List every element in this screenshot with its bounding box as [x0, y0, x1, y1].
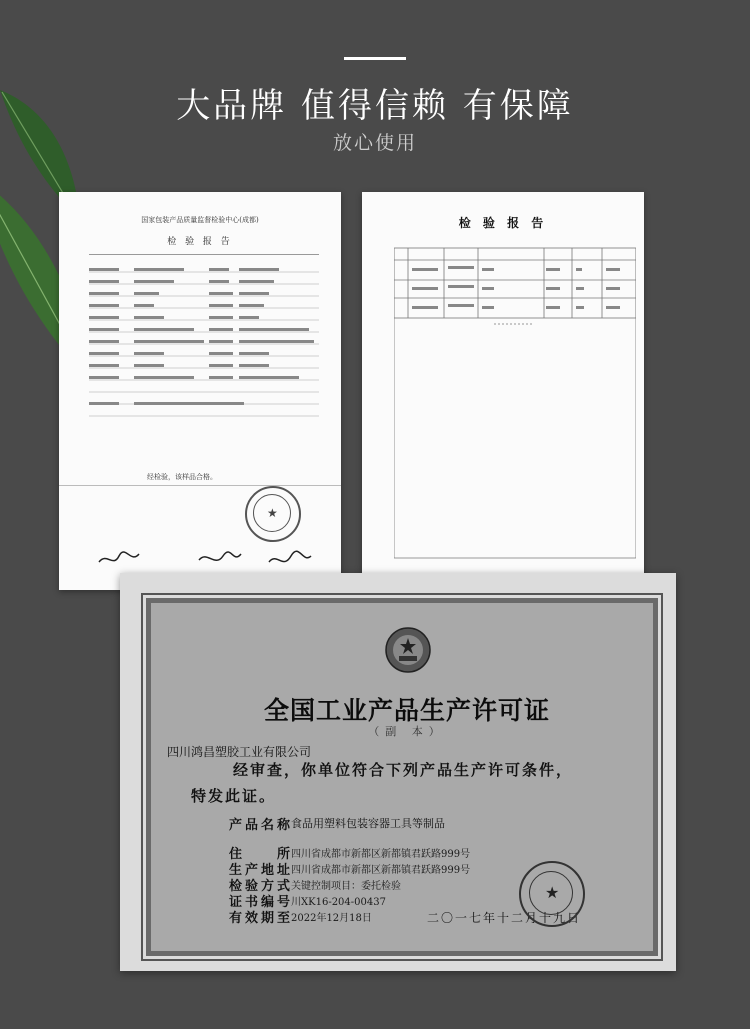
- report-field-lines: [89, 262, 319, 442]
- certificate-issued: 特发此证。: [191, 787, 277, 805]
- report-title: 检 验 报 告: [167, 237, 233, 247]
- production-license-certificate: [120, 573, 676, 971]
- valid-until-value: 2022年12月18日: [291, 913, 372, 924]
- banner-subtitle: 放心使用: [332, 132, 417, 154]
- report-results-table: [394, 240, 636, 560]
- inspection-report-page-2: [362, 192, 644, 577]
- report-header: 国家包装产品质量监督检验中心(成都): [141, 216, 259, 224]
- production-site-label: 生产地址: [229, 863, 294, 878]
- certificate-number-value: 川XK16-204-00437: [291, 897, 386, 908]
- certificate-number-label: 证书编号: [229, 895, 294, 910]
- report-signatures: [89, 544, 329, 574]
- report-title: 检 验 报 告: [458, 216, 548, 230]
- valid-until-label: 有效期至: [229, 911, 294, 926]
- certificate-title: 全国工业产品生产许可证: [263, 696, 550, 725]
- report-divider: [59, 485, 341, 486]
- certificate-frame: [146, 598, 658, 956]
- inspection-method-label: 检验方式: [229, 879, 294, 894]
- report-rule: [89, 254, 319, 255]
- banner-rule: [344, 57, 406, 60]
- certificate-company: 四川鸿昌塑胶工业有限公司: [167, 745, 312, 759]
- inspection-report-page-1: [59, 192, 341, 590]
- report-seal-stamp: ★: [245, 486, 301, 542]
- banner-title: 大品牌 值得信赖 有保障: [176, 86, 574, 126]
- certificate-copy-label: （副 本）: [368, 725, 446, 738]
- product-name-label: 产品名称: [229, 818, 294, 833]
- national-emblem-icon: [384, 626, 432, 674]
- issue-date: 二〇一七年十二月十九日: [427, 911, 582, 925]
- report-conclusion: 经检验，该样品合格。: [147, 473, 217, 481]
- address-label: 住 所: [229, 847, 294, 862]
- address-value: 四川省成都市新都区新都镇君跃路999号: [291, 849, 471, 860]
- inspection-method-value: 关键控制项目：委托检验: [291, 881, 401, 892]
- certificate-statement: 经审查，你单位符合下列产品生产许可条件，: [233, 761, 574, 779]
- issuing-authority-seal-stamp: ★: [519, 861, 585, 927]
- product-name-value: 食品用塑料包装容器工具等制品: [291, 817, 445, 830]
- production-site-value: 四川省成都市新都区新都镇君跃路999号: [291, 865, 471, 876]
